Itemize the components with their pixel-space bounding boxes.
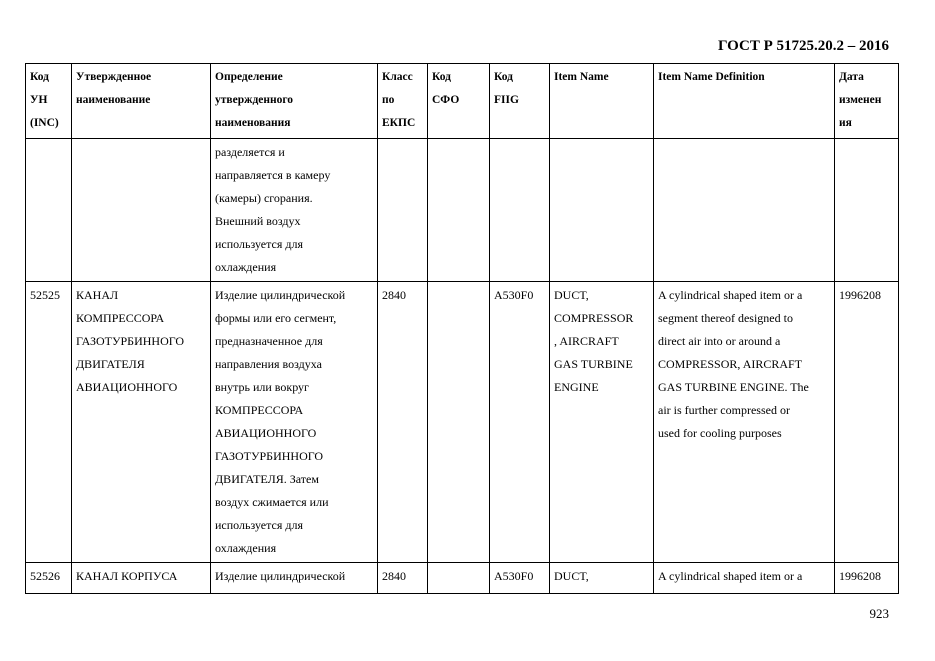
col-header-approved-name: Утвержденное наименование bbox=[72, 64, 211, 139]
table-row bbox=[26, 282, 899, 563]
cell-fiig: A530F0 bbox=[490, 563, 550, 594]
cell-item-definition bbox=[654, 139, 835, 282]
cell-item-name: DUCT, COMPRESSOR , AIRCRAFT GAS TURBINE ENGINE bbox=[550, 282, 654, 563]
cell-item-name: DUCT, bbox=[550, 563, 654, 594]
cell-sfo bbox=[428, 282, 490, 563]
col-header-definition: Определение утвержденного наименования bbox=[211, 64, 378, 139]
cell-approved-name: КАНАЛ КОРПУСА bbox=[72, 563, 211, 594]
cell-class: 2840 bbox=[378, 563, 428, 594]
cell-approved-name: КАНАЛ КОМПРЕССОРА ГАЗОТУРБИННОГО ДВИГАТЕЛЯ АВИАЦИОННОГО bbox=[72, 282, 211, 563]
cell-date bbox=[835, 139, 899, 282]
table-row bbox=[26, 139, 899, 282]
table-row bbox=[26, 563, 899, 594]
cell-approved-name bbox=[72, 139, 211, 282]
col-header-sfo: Код СФО bbox=[428, 64, 490, 139]
cell-fiig bbox=[490, 139, 550, 282]
col-header-item-definition: Item Name Definition bbox=[654, 64, 835, 139]
cell-sfo bbox=[428, 139, 490, 282]
page-number: 923 bbox=[869, 606, 889, 621]
cell-date: 1996208 bbox=[835, 563, 899, 594]
header-row bbox=[26, 64, 899, 139]
data-table bbox=[25, 63, 899, 594]
col-header-item-name: Item Name bbox=[550, 64, 654, 139]
cell-class: 2840 bbox=[378, 282, 428, 563]
cell-definition: Изделие цилиндрической формы или его сегмент, предназначенное для направления воздуха внутрь или вокруг КОМПРЕССОРА АВИАЦИОННОГО ГАЗОТУРБИННОГО ДВИГАТЕЛЯ. Затем воздух сжимается или используется для охлаждения bbox=[211, 282, 378, 563]
col-header-date: Дата изменен ия bbox=[835, 64, 899, 139]
cell-inc: 52526 bbox=[26, 563, 72, 594]
cell-inc: 52525 bbox=[26, 282, 72, 563]
cell-item-definition: A cylindrical shaped item or a segment thereof designed to direct air into or around a COMPRESSOR, AIRCRAFT GAS TURBINE ENGINE. The air is further compressed or used for cooling purposes bbox=[654, 282, 835, 563]
cell-class bbox=[378, 139, 428, 282]
cell-fiig: A530F0 bbox=[490, 282, 550, 563]
cell-item-definition: A cylindrical shaped item or a bbox=[654, 563, 835, 594]
cell-item-name bbox=[550, 139, 654, 282]
cell-date: 1996208 bbox=[835, 282, 899, 563]
document-header: ГОСТ Р 51725.20.2 – 2016 bbox=[717, 38, 889, 54]
col-header-fiig: Код FIIG bbox=[490, 64, 550, 139]
cell-definition: Изделие цилиндрической bbox=[211, 563, 378, 594]
cell-inc bbox=[26, 139, 72, 282]
cell-sfo bbox=[428, 563, 490, 594]
col-header-class: Класс по ЕКПС bbox=[378, 64, 428, 139]
cell-definition: разделяется и направляется в камеру (камеры) сгорания. Внешний воздух используется для охлаждения bbox=[211, 139, 378, 282]
col-header-inc: Код УН (INC) bbox=[26, 64, 72, 139]
